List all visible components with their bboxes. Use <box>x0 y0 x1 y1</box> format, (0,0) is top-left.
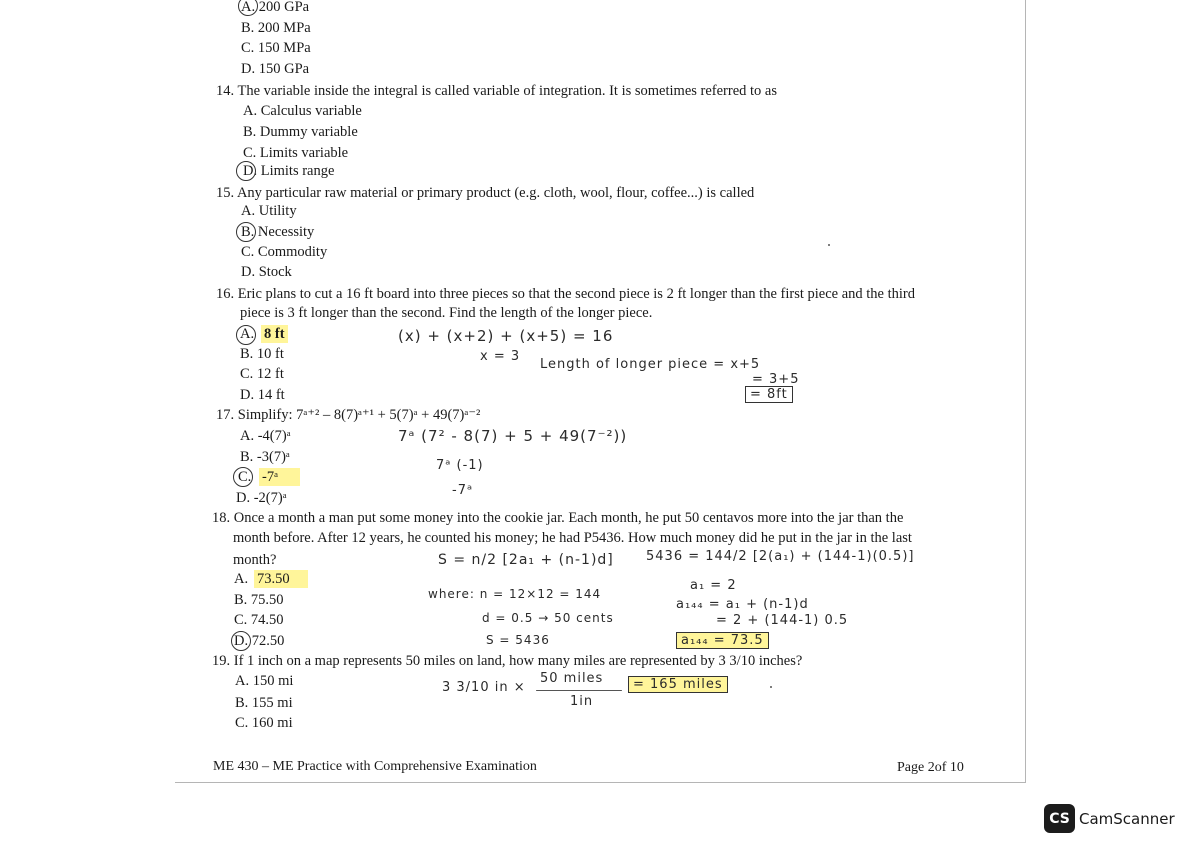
q17-stem: 17. Simplify: 7ᵃ⁺² – 8(7)ᵃ⁺¹ + 5(7)ᵃ + 49(7)ᵃ⁻² <box>216 407 481 423</box>
q18-stem-line1: 18. Once a month a man put some money into the cookie jar. Each month, he put 50 centavos more into the jar than the <box>212 510 904 526</box>
scan-edge-right <box>1025 0 1026 782</box>
footer-page-number: Page 2of 10 <box>897 760 964 775</box>
q19-choice-c: C. 160 mi <box>235 715 293 731</box>
fraction-bar <box>536 690 622 691</box>
q14-choice-a: A. Calculus variable <box>243 103 362 119</box>
q17-choice-b: B. -3(7)ᵃ <box>240 449 290 465</box>
answer-circle-q14 <box>236 161 256 181</box>
q13-choice-c: C. 150 MPa <box>241 40 311 56</box>
q16-work-sub: = 3+5 <box>752 372 800 387</box>
q18-work-result: a₁₄₄ = 73.5 <box>676 632 769 649</box>
q19-work-numerator: 50 miles <box>540 671 604 686</box>
q18-work-formula: S = n/2 [2a₁ + (n-1)d] <box>438 552 614 568</box>
q18-choice-a-letter: A. <box>234 571 249 587</box>
q16-work-length: Length of longer piece = x+5 <box>540 357 761 372</box>
scan-speck <box>770 686 772 688</box>
q16-choice-a-value: 8 ft <box>261 325 288 343</box>
q13-choice-b: B. 200 MPa <box>241 20 311 36</box>
q19-work-denominator: 1in <box>570 694 594 709</box>
q13-choice-a: A. 200 GPa <box>241 0 310 15</box>
q16-choice-b: B. 10 ft <box>240 346 284 362</box>
q16-choice-c: C. 12 ft <box>240 366 284 382</box>
camscanner-logo-text: CamScanner <box>1079 810 1175 828</box>
q16-stem-line2: piece is 3 ft longer than the second. Find the length of the longer piece. <box>240 305 653 321</box>
q15-choice-d: D. Stock <box>241 264 292 280</box>
q19-work-multiplier: 3 3/10 in × <box>442 680 526 695</box>
answer-circle-q16 <box>236 325 256 345</box>
q16-work-x: x = 3 <box>480 349 521 364</box>
q17-choice-c-value: -7ᵃ <box>259 468 300 486</box>
q16-choice-a-letter: A. <box>240 326 255 342</box>
q18-choice-b: B. 75.50 <box>234 592 284 608</box>
q15-choice-b: B. Necessity <box>241 224 315 240</box>
q15-stem: 15. Any particular raw material or primary product (e.g. cloth, wool, flour, coffee...) is called <box>216 185 755 201</box>
q16-stem-line1: 16. Eric plans to cut a 16 ft board into three pieces so that the second piece is 2 ft longer than the first piece and the third <box>216 286 916 302</box>
q18-work-a1: a₁ = 2 <box>690 578 737 593</box>
q18-choice-a-value: 73.50 <box>254 570 308 588</box>
q14-stem: 14. The variable inside the integral is called variable of integration. It is sometimes referred to as <box>216 83 778 99</box>
q14-choice-b: B. Dummy variable <box>243 124 358 140</box>
q17-work-line2: 7ᵃ (-1) <box>436 458 484 473</box>
q15-choice-a: A. Utility <box>241 203 297 219</box>
q18-stem-line3: month? <box>233 552 277 568</box>
q16-work-equation: (x) + (x+2) + (x+5) = 16 <box>398 327 614 345</box>
answer-circle-q18 <box>231 631 251 651</box>
q17-choice-c-letter: C. <box>238 469 252 485</box>
q15-choice-c: C. Commodity <box>241 244 328 260</box>
q18-work-s: S = 5436 <box>486 633 550 647</box>
camscanner-logo-badge: CS <box>1044 804 1075 833</box>
q18-work-substitution: 5436 = 144/2 [2(a₁) + (144-1)(0.5)] <box>646 549 915 564</box>
q18-work-d: d = 0.5 → 50 cents <box>482 611 614 625</box>
q18-work-a144-sub: = 2 + (144-1) 0.5 <box>716 613 849 628</box>
q18-stem-line2: month before. After 12 years, he counted his money; he had P5436. How much money did he put in the jar in the last <box>233 530 912 546</box>
answer-circle-q17 <box>233 467 253 487</box>
q17-choice-d: D. -2(7)ᵃ <box>236 490 287 506</box>
q16-work-result: = 8ft <box>745 386 793 403</box>
q17-choice-a: A. -4(7)ᵃ <box>240 428 291 444</box>
q14-choice-d: D. Limits range <box>243 163 335 179</box>
q14-choice-c: C. Limits variable <box>243 145 349 161</box>
q18-choice-d: D. 72.50 <box>234 633 285 649</box>
scan-speck <box>828 244 830 246</box>
q16-choice-d: D. 14 ft <box>240 387 285 403</box>
q17-work-line3: -7ᵃ <box>452 483 474 498</box>
q17-work-line1: 7ᵃ (7² - 8(7) + 5 + 49(7⁻²)) <box>398 427 628 445</box>
q19-work-result: = 165 miles <box>628 676 728 693</box>
q13-choice-d: D. 150 GPa <box>241 61 310 77</box>
q18-work-where: where: n = 12×12 = 144 <box>428 587 602 601</box>
q19-choice-a: A. 150 mi <box>235 673 294 689</box>
q18-choice-c: C. 74.50 <box>234 612 284 628</box>
scan-edge-bottom <box>175 782 1026 783</box>
answer-circle-q15 <box>236 222 256 242</box>
q19-choice-b: B. 155 mi <box>235 695 293 711</box>
q19-stem: 19. If 1 inch on a map represents 50 miles on land, how many miles are represented by 3 3/10 inches? <box>212 653 803 669</box>
footer-course-title: ME 430 – ME Practice with Comprehensive Examination <box>213 759 537 774</box>
q18-work-a144-formula: a₁₄₄ = a₁ + (n-1)d <box>676 597 809 612</box>
